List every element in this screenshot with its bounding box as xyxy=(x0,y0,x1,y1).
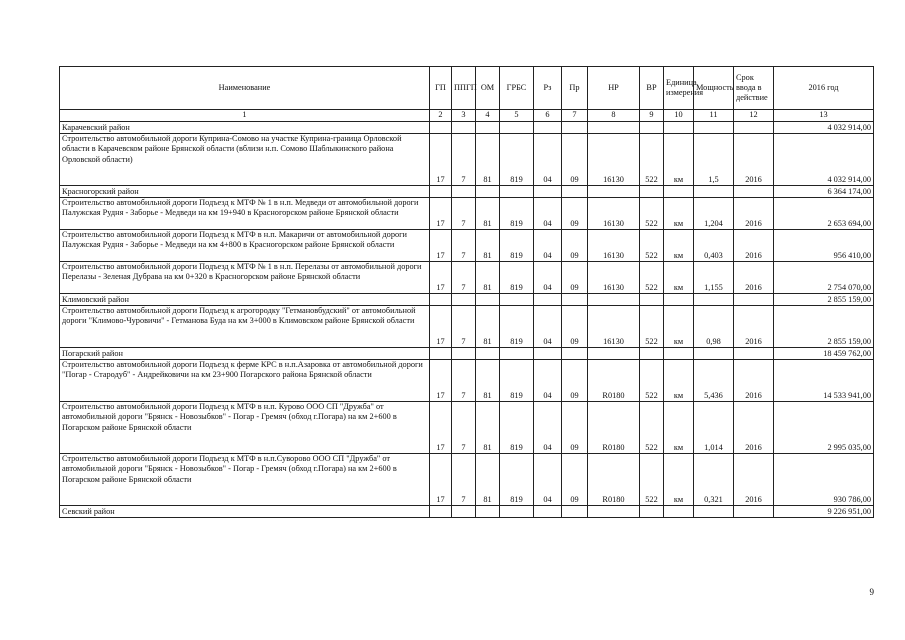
capacity-cell: 0,403 xyxy=(694,230,734,262)
grbs-cell: 819 xyxy=(500,230,534,262)
empty-cell xyxy=(452,186,476,198)
ppgp-cell: 7 xyxy=(452,262,476,294)
district-row xyxy=(60,122,874,134)
om-cell: 81 xyxy=(476,454,500,506)
column-number: 6 xyxy=(534,110,562,122)
pr-cell: 09 xyxy=(562,360,588,402)
pr-cell: 09 xyxy=(562,230,588,262)
empty-cell xyxy=(534,122,562,134)
om-cell: 81 xyxy=(476,262,500,294)
project-name: Строительство автомобильной дороги Подъезд к МТФ в н.п.Суворово ООО СП "Дружба" от автомобильной дороги "Брянск - Новозыбков" - Погар - Гремяч (обход г.Погара) на км 2+600 в Погарском районе Брянской области xyxy=(60,454,430,506)
om-cell: 81 xyxy=(476,306,500,348)
gp-cell: 17 xyxy=(430,360,452,402)
empty-cell xyxy=(664,294,694,306)
district-name: Красногорский район xyxy=(60,186,430,198)
column-number: 9 xyxy=(640,110,664,122)
project-name: Строительство автомобильной дороги Подъезд к ферме КРС в н.п.Азаровка от автомобильной дороги "Погар - Стародуб" - Андрейковичи на км 23+900 Погарского района Брянской области xyxy=(60,360,430,402)
empty-cell xyxy=(500,506,534,518)
term-cell: 2016 xyxy=(734,262,774,294)
gp-cell: 17 xyxy=(430,262,452,294)
empty-cell xyxy=(664,506,694,518)
ppgp-cell: 7 xyxy=(452,134,476,186)
vr-cell: 522 xyxy=(640,402,664,454)
empty-cell xyxy=(640,186,664,198)
nr-cell: 16130 xyxy=(588,306,640,348)
empty-cell xyxy=(588,506,640,518)
empty-cell xyxy=(734,294,774,306)
district-name: Севский район xyxy=(60,506,430,518)
unit-cell: км xyxy=(664,198,694,230)
empty-cell xyxy=(500,348,534,360)
grbs-cell: 819 xyxy=(500,198,534,230)
om-cell: 81 xyxy=(476,360,500,402)
pr-cell: 09 xyxy=(562,402,588,454)
project-name: Строительство автомобильной дороги Подъезд к агрогородку "Гетмановбудский" от автомобильной дороги "Климово-Чуровичи" - Гетманова Буда на км 3+000 в Климовском районе Брянской области xyxy=(60,306,430,348)
project-row xyxy=(60,306,874,348)
amount-cell: 14 533 941,00 xyxy=(774,360,874,402)
amount-cell: 930 786,00 xyxy=(774,454,874,506)
empty-cell xyxy=(562,122,588,134)
gp-cell: 17 xyxy=(430,134,452,186)
empty-cell xyxy=(664,186,694,198)
page-number: 9 xyxy=(869,587,874,597)
project-row xyxy=(60,360,874,402)
unit-cell: км xyxy=(664,360,694,402)
empty-cell xyxy=(588,186,640,198)
rz-cell: 04 xyxy=(534,262,562,294)
ppgp-cell: 7 xyxy=(452,454,476,506)
empty-cell xyxy=(664,348,694,360)
amount-cell: 2 995 035,00 xyxy=(774,402,874,454)
gp-cell: 17 xyxy=(430,230,452,262)
empty-cell xyxy=(588,122,640,134)
empty-cell xyxy=(664,122,694,134)
empty-cell xyxy=(734,186,774,198)
empty-cell xyxy=(694,294,734,306)
column-number: 3 xyxy=(452,110,476,122)
budget-table xyxy=(59,66,874,518)
header-unit: Единица измерения xyxy=(664,67,694,110)
district-row xyxy=(60,294,874,306)
capacity-cell: 1,155 xyxy=(694,262,734,294)
empty-cell xyxy=(534,348,562,360)
unit-cell: км xyxy=(664,134,694,186)
vr-cell: 522 xyxy=(640,306,664,348)
column-number: 5 xyxy=(500,110,534,122)
empty-cell xyxy=(640,294,664,306)
district-row xyxy=(60,506,874,518)
district-row xyxy=(60,348,874,360)
empty-cell xyxy=(588,294,640,306)
empty-cell xyxy=(534,506,562,518)
district-total: 9 226 951,00 xyxy=(774,506,874,518)
term-cell: 2016 xyxy=(734,230,774,262)
rz-cell: 04 xyxy=(534,360,562,402)
column-number: 13 xyxy=(774,110,874,122)
pr-cell: 09 xyxy=(562,198,588,230)
empty-cell xyxy=(694,122,734,134)
project-name: Строительство автомобильной дороги Подъезд к МТФ в н.п. Курово ООО СП "Дружба" от автомобильной дороги "Брянск - Новозыбков" - Погар - Гремяч (обход г.Погара) на км 2+600 в Погарском районе Брянской области xyxy=(60,402,430,454)
ppgp-cell: 7 xyxy=(452,360,476,402)
header-grbs: ГРБС xyxy=(500,67,534,110)
district-total: 18 459 762,00 xyxy=(774,348,874,360)
grbs-cell: 819 xyxy=(500,360,534,402)
term-cell: 2016 xyxy=(734,198,774,230)
header-ppgp: ППГП xyxy=(452,67,476,110)
amount-cell: 4 032 914,00 xyxy=(774,134,874,186)
empty-cell xyxy=(694,348,734,360)
nr-cell: 16130 xyxy=(588,262,640,294)
empty-cell xyxy=(500,294,534,306)
empty-cell xyxy=(562,348,588,360)
project-row xyxy=(60,454,874,506)
capacity-cell: 1,204 xyxy=(694,198,734,230)
empty-cell xyxy=(452,506,476,518)
unit-cell: км xyxy=(664,402,694,454)
district-name: Карачевский район xyxy=(60,122,430,134)
empty-cell xyxy=(430,186,452,198)
empty-cell xyxy=(534,294,562,306)
vr-cell: 522 xyxy=(640,360,664,402)
empty-cell xyxy=(452,294,476,306)
pr-cell: 09 xyxy=(562,306,588,348)
project-name: Строительство автомобильной дороги Подъезд к МТФ в н.п. Макаричи от автомобильной дороги Палужская Рудня - Заборье - Медведи на км 4+800 в Красногорском районе Брянской области xyxy=(60,230,430,262)
header-term: Срок ввода в действие xyxy=(734,67,774,110)
district-row xyxy=(60,186,874,198)
empty-cell xyxy=(452,122,476,134)
amount-cell: 956 410,00 xyxy=(774,230,874,262)
grbs-cell: 819 xyxy=(500,306,534,348)
grbs-cell: 819 xyxy=(500,134,534,186)
grbs-cell: 819 xyxy=(500,402,534,454)
empty-cell xyxy=(430,122,452,134)
empty-cell xyxy=(734,506,774,518)
term-cell: 2016 xyxy=(734,454,774,506)
empty-cell xyxy=(500,186,534,198)
header-name: Наименование xyxy=(60,67,430,110)
empty-cell xyxy=(694,506,734,518)
empty-cell xyxy=(430,506,452,518)
rz-cell: 04 xyxy=(534,134,562,186)
header-capacity: Мощность xyxy=(694,67,734,110)
district-total: 2 855 159,00 xyxy=(774,294,874,306)
header-vr: ВР xyxy=(640,67,664,110)
empty-cell xyxy=(476,122,500,134)
district-name: Климовский район xyxy=(60,294,430,306)
capacity-cell: 0,321 xyxy=(694,454,734,506)
rz-cell: 04 xyxy=(534,198,562,230)
grbs-cell: 819 xyxy=(500,262,534,294)
column-number: 11 xyxy=(694,110,734,122)
unit-cell: км xyxy=(664,306,694,348)
empty-cell xyxy=(476,294,500,306)
project-row xyxy=(60,230,874,262)
amount-cell: 2 653 694,00 xyxy=(774,198,874,230)
project-row xyxy=(60,402,874,454)
rz-cell: 04 xyxy=(534,402,562,454)
ppgp-cell: 7 xyxy=(452,402,476,454)
gp-cell: 17 xyxy=(430,454,452,506)
unit-cell: км xyxy=(664,454,694,506)
header-om: ОМ xyxy=(476,67,500,110)
column-number: 8 xyxy=(588,110,640,122)
empty-cell xyxy=(430,348,452,360)
district-total: 6 364 174,00 xyxy=(774,186,874,198)
empty-cell xyxy=(534,186,562,198)
ppgp-cell: 7 xyxy=(452,230,476,262)
vr-cell: 522 xyxy=(640,454,664,506)
vr-cell: 522 xyxy=(640,230,664,262)
nr-cell: 16130 xyxy=(588,230,640,262)
empty-cell xyxy=(452,348,476,360)
project-row xyxy=(60,262,874,294)
empty-cell xyxy=(430,294,452,306)
project-row xyxy=(60,134,874,186)
vr-cell: 522 xyxy=(640,134,664,186)
project-row xyxy=(60,198,874,230)
om-cell: 81 xyxy=(476,198,500,230)
gp-cell: 17 xyxy=(430,402,452,454)
district-total: 4 032 914,00 xyxy=(774,122,874,134)
amount-cell: 2 754 070,00 xyxy=(774,262,874,294)
ppgp-cell: 7 xyxy=(452,306,476,348)
nr-cell: R0180 xyxy=(588,402,640,454)
empty-cell xyxy=(476,348,500,360)
capacity-cell: 5,436 xyxy=(694,360,734,402)
term-cell: 2016 xyxy=(734,306,774,348)
empty-cell xyxy=(640,506,664,518)
unit-cell: км xyxy=(664,262,694,294)
empty-cell xyxy=(588,348,640,360)
district-name: Погарский район xyxy=(60,348,430,360)
header-gp: ГП xyxy=(430,67,452,110)
pr-cell: 09 xyxy=(562,454,588,506)
empty-cell xyxy=(734,348,774,360)
rz-cell: 04 xyxy=(534,306,562,348)
term-cell: 2016 xyxy=(734,134,774,186)
empty-cell xyxy=(734,122,774,134)
term-cell: 2016 xyxy=(734,402,774,454)
gp-cell: 17 xyxy=(430,198,452,230)
term-cell: 2016 xyxy=(734,360,774,402)
column-number-row xyxy=(60,110,874,122)
project-name: Строительство автомобильной дороги Подъезд к МТФ № 1 в н.п. Медведи от автомобильной дороги Палужская Рудня - Заборье - Медведи на км 19+940 в Красногорском районе Брянской области xyxy=(60,198,430,230)
gp-cell: 17 xyxy=(430,306,452,348)
empty-cell xyxy=(476,186,500,198)
header-row xyxy=(60,67,874,110)
empty-cell xyxy=(562,186,588,198)
header-nr: НР xyxy=(588,67,640,110)
capacity-cell: 0,98 xyxy=(694,306,734,348)
pr-cell: 09 xyxy=(562,262,588,294)
nr-cell: 16130 xyxy=(588,134,640,186)
ppgp-cell: 7 xyxy=(452,198,476,230)
empty-cell xyxy=(640,122,664,134)
om-cell: 81 xyxy=(476,230,500,262)
capacity-cell: 1,014 xyxy=(694,402,734,454)
empty-cell xyxy=(562,294,588,306)
header-pr: Пр xyxy=(562,67,588,110)
column-number: 12 xyxy=(734,110,774,122)
column-number: 7 xyxy=(562,110,588,122)
vr-cell: 522 xyxy=(640,198,664,230)
project-name: Строительство автомобильной дороги Подъезд к МТФ № 1 в н.п. Перелазы от автомобильной дороги Перелазы - Зеленая Дубрава на км 0+320 в Красногорском районе Брянской области xyxy=(60,262,430,294)
empty-cell xyxy=(476,506,500,518)
column-number: 2 xyxy=(430,110,452,122)
om-cell: 81 xyxy=(476,134,500,186)
column-number: 4 xyxy=(476,110,500,122)
empty-cell xyxy=(640,348,664,360)
rz-cell: 04 xyxy=(534,454,562,506)
amount-cell: 2 855 159,00 xyxy=(774,306,874,348)
column-number: 10 xyxy=(664,110,694,122)
unit-cell: км xyxy=(664,230,694,262)
nr-cell: R0180 xyxy=(588,454,640,506)
grbs-cell: 819 xyxy=(500,454,534,506)
empty-cell xyxy=(500,122,534,134)
header-year: 2016 год xyxy=(774,67,874,110)
nr-cell: 16130 xyxy=(588,198,640,230)
empty-cell xyxy=(694,186,734,198)
column-number: 1 xyxy=(60,110,430,122)
pr-cell: 09 xyxy=(562,134,588,186)
header-rz: Рз xyxy=(534,67,562,110)
project-name: Строительство автомобильной дороги Куприна-Сомово на участке Куприна-граница Орловской области в Карачевском районе Брянской области (вблизи н.п. Сомово Шаблыкинского района Орловской области) xyxy=(60,134,430,186)
empty-cell xyxy=(562,506,588,518)
om-cell: 81 xyxy=(476,402,500,454)
rz-cell: 04 xyxy=(534,230,562,262)
nr-cell: R0180 xyxy=(588,360,640,402)
vr-cell: 522 xyxy=(640,262,664,294)
capacity-cell: 1,5 xyxy=(694,134,734,186)
